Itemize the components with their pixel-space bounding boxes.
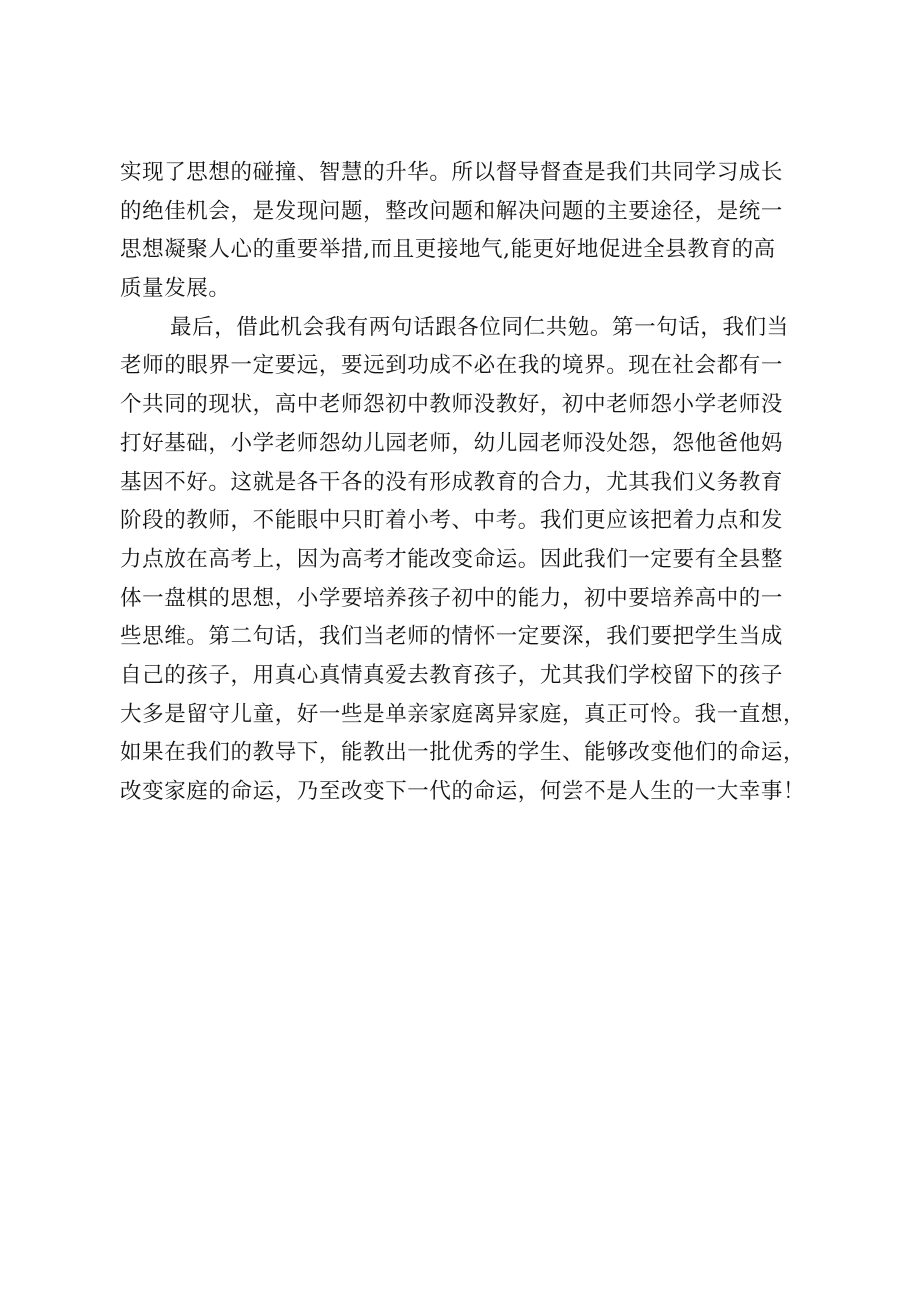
text-line: 打好基础，小学老师怨幼儿园老师，幼儿园老师没处怨，怨他爸他妈 — [120, 430, 784, 456]
text-line: 实现了思想的碰撞、智慧的升华。所以督导督查是我们共同学习成长 — [120, 160, 784, 185]
text-line: 体一盘棋的思想，小学要培养孩子初中的能力，初中要培养高中的一 — [120, 585, 784, 611]
paragraph-first-line: 最后，借此机会我有两句话跟各位同仁共勉。第一句话，我们当 — [170, 314, 789, 340]
document-body — [120, 154, 810, 812]
text-line: 自己的孩子，用真心真情真爱去教育孩子，尤其我们学校留下的孩子 — [120, 662, 784, 688]
text-line: 大多是留守儿童，好一些是单亲家庭离异家庭，真正可怜。我一直想， — [120, 701, 806, 727]
text-line: 阶段的教师，不能眼中只盯着小考、中考。我们更应该把着力点和发 — [120, 508, 784, 534]
text-line: 老师的眼界一定要远，要远到功成不必在我的境界。现在社会都有一 — [120, 353, 784, 379]
text-line: 改变家庭的命运，乃至改变下一代的命运，何尝不是人生的一大幸事！ — [120, 779, 806, 804]
text-line: 个共同的现状，高中老师怨初中教师没教好，初中老师怨小学老师没 — [120, 392, 784, 418]
text-line: 思想凝聚人心的重要举措,而且更接地气,能更好地促进全县教育的高 — [120, 237, 776, 263]
text-line: 力点放在高考上，因为高考才能改变命运。因此我们一定要有全县整 — [120, 546, 784, 572]
text-line: 的绝佳机会，是发现问题，整改问题和解决问题的主要途径，是统一 — [120, 198, 784, 224]
text-line: 质量发展。 — [120, 276, 231, 302]
text-line: 如果在我们的教导下，能教出一批优秀的学生、能够改变他们的命运， — [120, 740, 806, 766]
text-line: 些思维。第二句话，我们当老师的情怀一定要深，我们要把学生当成 — [120, 624, 784, 650]
text-line: 基因不好。这就是各干各的没有形成教育的合力，尤其我们义务教育 — [120, 469, 784, 495]
